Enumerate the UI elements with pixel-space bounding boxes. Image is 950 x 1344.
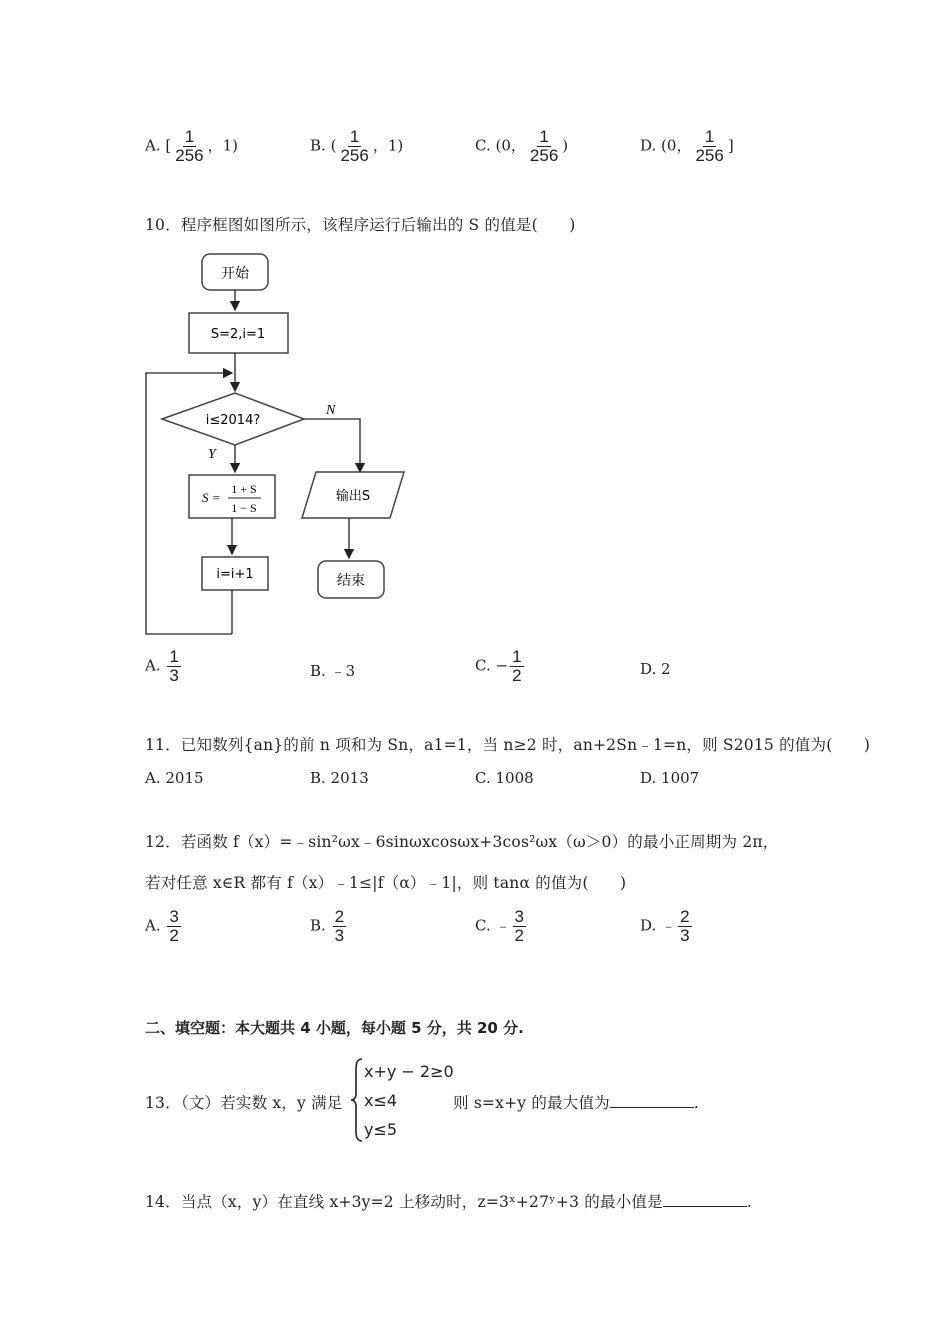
q11-option-b: B. 2013 <box>310 769 369 787</box>
option-label: B. <box>310 136 326 155</box>
q9-option-a: A. [ $\frac{1}{256}$ ，1) <box>145 127 239 165</box>
option-label: D. <box>640 136 657 155</box>
fraction: $\frac{2}{3}$ <box>680 907 690 945</box>
system-brace <box>350 1057 364 1143</box>
q10-option-b: B. ﹣3 <box>310 662 356 680</box>
end-label: 结束 <box>337 573 365 589</box>
assign-den: 1 − S <box>231 501 257 515</box>
inequality-1: x+y − 2≥0 <box>364 1062 454 1081</box>
fraction: $\frac{1}{256}$ <box>695 127 724 165</box>
q9-option-b: B. ( $\frac{1}{256}$ ，1) <box>310 127 404 165</box>
q12-line1: 12．若函数 f（x）=﹣sin²ωx﹣6sinωxcosωx+3cos²ωx（ω＞0）的最小正周期为 2π， <box>145 833 779 851</box>
q13-suffix: 则 s=x+y 的最大值为 . <box>453 1094 700 1112</box>
option-label: A. <box>145 136 161 155</box>
q14-text: 14．当点（x，y）在直线 x+3y=2 上移动时，z=3ˣ+27ʸ+3 的最小值是 . <box>145 1193 752 1211</box>
q12-option-d: D. ﹣ $\frac{2}{3}$ <box>640 907 690 945</box>
assign-lhs: S = <box>202 490 221 505</box>
q9-option-d: D. (0， $\frac{1}{256}$ ] <box>640 127 734 165</box>
inequality-3: y≤5 <box>364 1120 398 1139</box>
fraction: $\frac{1}{256}$ <box>529 127 559 165</box>
q11-text: 11．已知数列{an}的前 n 项和为 Sn，a1=1，当 n≥2 时，an+2Sn﹣1=n，则 S2015 的值为( ) <box>145 736 871 754</box>
fraction: $\frac{1}{2}$ <box>512 647 522 685</box>
section-title: 二、填空题：本大题共 4 小题，每小题 5 分，共 20 分. <box>145 1019 524 1037</box>
q10-option-a: A. $\frac{1}{3}$ <box>145 647 179 685</box>
q12-line2: 若对任意 x∈R 都有 f（x）﹣1≤|f（α）﹣1|，则 tanα 的值为( ) <box>145 874 627 892</box>
condition-label: i≤2014? <box>205 413 261 428</box>
q10-option-d: D. 2 <box>640 660 671 678</box>
fraction: $\frac{3}{2}$ <box>514 907 524 945</box>
fraction: $\frac{1}{3}$ <box>169 647 179 685</box>
q10-option-c: C. − $\frac{1}{2}$ <box>475 647 522 685</box>
fraction: $\frac{1}{256}$ <box>340 127 369 165</box>
answer-blank <box>663 1192 747 1207</box>
no-branch-line <box>304 419 360 472</box>
increment-label: i=i+1 <box>216 567 254 582</box>
yes-label: Y <box>208 447 216 462</box>
inequality-2: x≤4 <box>364 1091 398 1110</box>
start-label: 开始 <box>221 266 249 282</box>
inequality-system <box>364 1057 454 1144</box>
fraction: $\frac{2}{3}$ <box>334 907 345 945</box>
no-label: N <box>326 403 336 418</box>
flowchart <box>140 250 560 650</box>
output-label: 输出S <box>335 489 371 504</box>
q12-option-a: A. $\frac{3}{2}$ <box>145 907 179 945</box>
option-label: C. <box>475 136 491 155</box>
q12-option-b: B. $\frac{2}{3}$ <box>310 907 345 945</box>
fraction: $\frac{1}{256}$ <box>175 127 204 165</box>
answer-blank <box>610 1093 694 1108</box>
q9-option-c: C. (0， $\frac{1}{256}$ ) <box>475 127 569 165</box>
q10-text: 10．程序框图如图所示，该程序运行后输出的 S 的值是( ) <box>145 216 576 234</box>
q12-option-c: C. ﹣ $\frac{3}{2}$ <box>475 907 524 945</box>
fraction: $\frac{3}{2}$ <box>169 907 179 945</box>
q13-prefix: 13．（文）若实数 x，y 满足 <box>145 1094 343 1112</box>
q11-option-c: C. 1008 <box>475 769 534 787</box>
q11-option-a: A. 2015 <box>145 769 204 787</box>
q11-option-d: D. 1007 <box>640 769 700 787</box>
init-label: S=2,i=1 <box>210 327 266 342</box>
assign-num: 1 + S <box>231 482 257 496</box>
